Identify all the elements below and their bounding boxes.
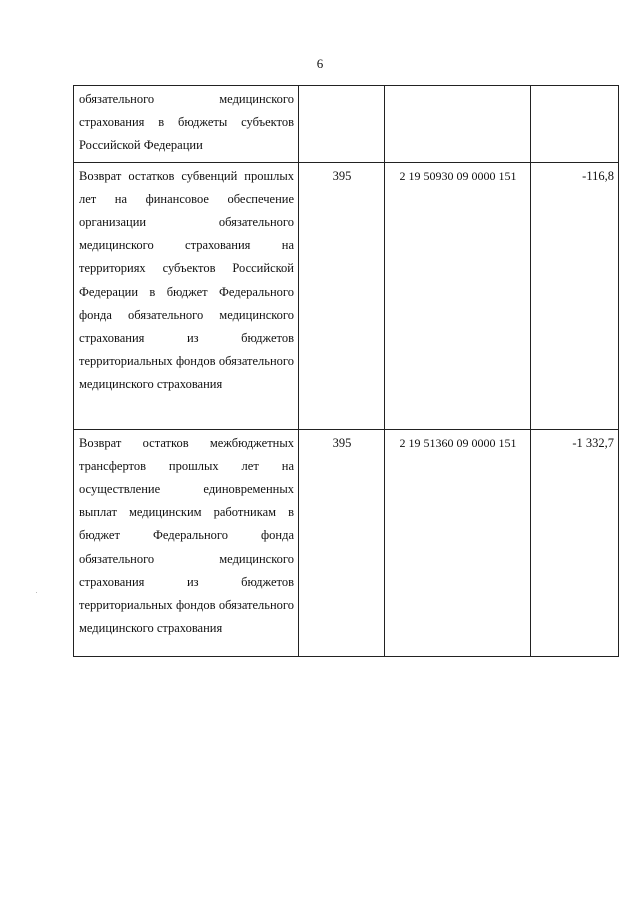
row-amount-cell: -1 332,7 [531,429,619,656]
table-row [74,429,619,656]
row-name-cell: Возврат остатков субвенций прошлых лет на финансовое обеспечение организации обязательного медицинского страхования на территориях субъектов Российской Федерации в бюджет Федерального фонда обязательного медицинского страхования из бюджетов территориальных фондов обязательного медицинского страхования [74,162,299,429]
row-admin-cell: 395 [299,429,385,656]
table-row [74,162,619,429]
row-admin-cell: 395 [299,162,385,429]
row-code-cell: 2 19 51360 09 0000 151 [385,429,531,656]
row-code-cell: 2 19 50930 09 0000 151 [385,162,531,429]
row-amount-cell: -116,8 [531,162,619,429]
row-code-cell [385,86,531,163]
row-amount-cell [531,86,619,163]
row-name-cell: обязательного медицинского страхования в бюджеты субъектов Российской Федерации [74,86,299,163]
table-row [74,86,619,163]
scan-speck [36,592,37,593]
row-admin-cell [299,86,385,163]
budget-table [73,85,619,657]
page-number: 6 [316,56,324,71]
row-name-cell: Возврат остатков межбюджетных трансфертов прошлых лет на осуществление единовременных выплат медицинским работникам в бюджет Федерального фонда обязательного медицинского страхования из бюджетов территориальных фондов обязательного медицинского страхования [74,429,299,656]
